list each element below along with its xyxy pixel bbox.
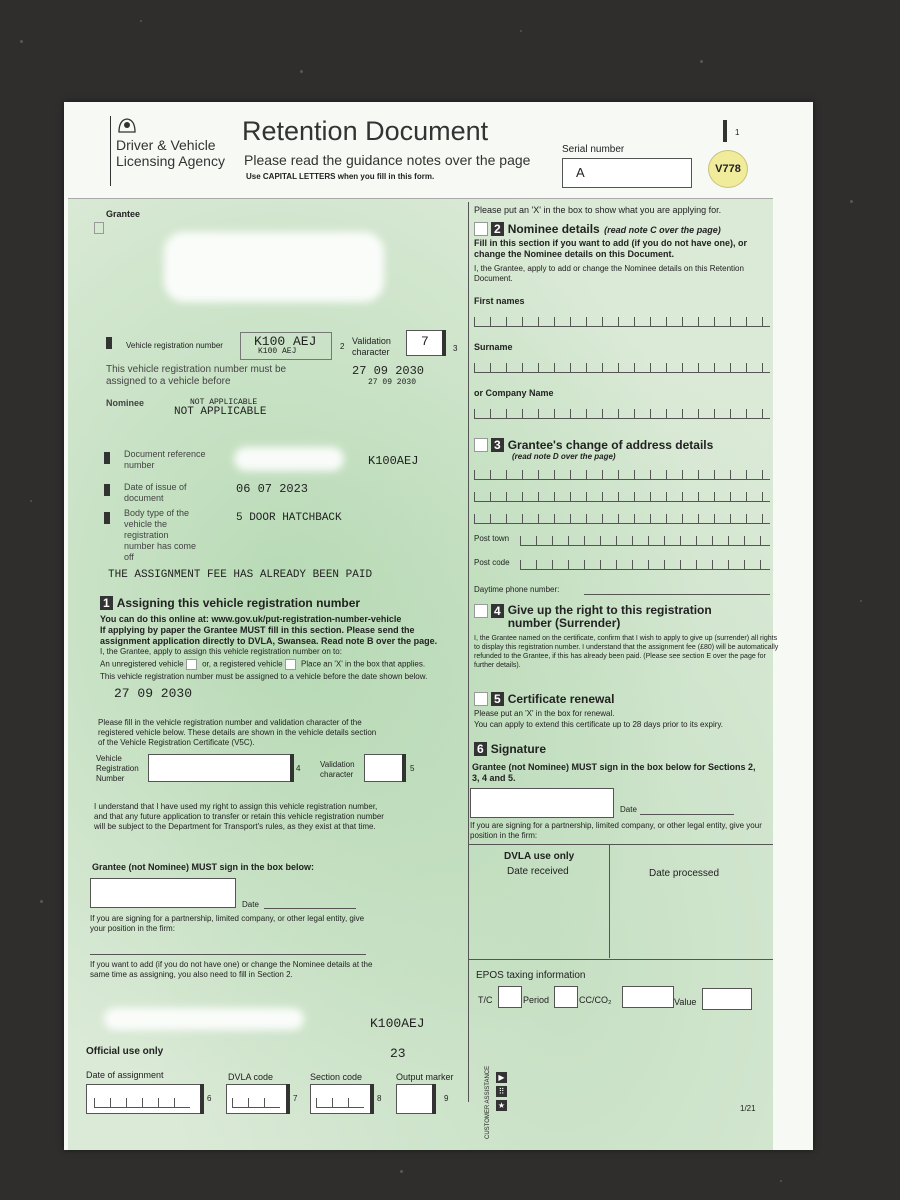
post-town-comb[interactable] (520, 536, 770, 546)
signature-box-left[interactable] (90, 878, 236, 908)
section-5-line-2: You can apply to extend this certificate up to 28 days prior to its expiry. (474, 720, 724, 729)
section-5-header (474, 690, 614, 708)
date-line-right (640, 814, 734, 815)
section-2-title: Nominee details (507, 222, 600, 236)
number-9: 9 (444, 1094, 449, 1103)
section-4-number: 4 (491, 604, 504, 618)
page-subtitle: Please read the guidance notes over the page (244, 152, 531, 168)
issue-date-value: 06 07 2023 (236, 482, 309, 496)
customer-assistance-label: CUSTOMER ASSISTANCE (485, 1065, 491, 1139)
section-5-checkbox[interactable] (474, 692, 488, 706)
date-assign-label: Date of assignment (86, 1070, 164, 1080)
marker-block (104, 512, 110, 524)
sign-title: Grantee (not Nominee) MUST sign in the box below: (92, 862, 315, 872)
section-3-checkbox[interactable] (474, 438, 488, 452)
section-2-note: (read note C over the page) (604, 225, 721, 235)
dvla-code-bar (286, 1084, 290, 1114)
validation-value: 7 (421, 334, 429, 349)
page-number: 1 (735, 128, 740, 137)
section-4-checkbox[interactable] (474, 604, 488, 618)
new-validation-bar (402, 754, 406, 782)
star-icon: ★ (497, 1101, 506, 1110)
nominee-value: NOT APPLICABLE (174, 406, 267, 418)
new-validation-label: Validation character (320, 760, 355, 779)
tc-label: T/C (478, 995, 493, 1005)
apply-instruction: Please put an 'X' in the box to show what you are applying for. (474, 205, 722, 215)
signature-box-right[interactable] (470, 788, 614, 818)
vertical-divider (468, 202, 469, 1102)
grantee-checkbox (94, 222, 104, 234)
address-line-1[interactable] (474, 470, 770, 480)
value-label: Value (674, 997, 697, 1007)
period-field[interactable] (554, 986, 578, 1008)
section-3-title: Grantee's change of address details (507, 438, 714, 452)
output-marker-field[interactable] (396, 1084, 434, 1114)
cc-field[interactable] (622, 986, 674, 1008)
first-names-label: First names (474, 296, 525, 306)
paper-note: If applying by paper the Grantee MUST fill in this section. Please send the assignment application directly to DVLA, Swansea. Read note B over the page. (100, 625, 438, 646)
address-line-3[interactable] (474, 514, 770, 524)
fill-note: Please fill in the vehicle registration number and validation character of the registered vehicle below. These details are shown in the vehicle details section of the Vehicle Registration Certificate (V5C). (98, 718, 377, 747)
header-rule (68, 198, 773, 199)
surname-label: Surname (474, 342, 513, 352)
section-2-number: 2 (491, 222, 504, 236)
marker-block (104, 484, 110, 496)
registered-label: or, a registered vehicle (202, 659, 283, 669)
vrn-value-small: K100 AEJ (258, 347, 297, 356)
expiry-date-small: 27 09 2030 (368, 378, 417, 387)
braille-icon: ⠿ (496, 1086, 507, 1097)
unregistered-checkbox[interactable] (186, 659, 197, 670)
vehicle-type-row (100, 659, 470, 670)
date-label-right: Date (620, 805, 637, 814)
partnership-left: If you are signing for a partnership, limited company, or other legal entity, give your position in the firm: (90, 914, 365, 933)
section-code-bar (370, 1084, 374, 1114)
vrn-label: Vehicle registration number (126, 341, 223, 350)
page-title: Retention Document (242, 116, 489, 146)
marker-block (104, 452, 110, 464)
apply-text: I, the Grantee, apply to assign this vehicle registration number on to: (100, 647, 342, 656)
section-code-label: Section code (310, 1072, 363, 1082)
post-code-label: Post code (474, 558, 510, 567)
validation-bar (442, 330, 446, 356)
body-type-label: Body type of the vehicle the registration number has come off (124, 508, 197, 562)
doc-ref-value: K100AEJ (368, 454, 419, 468)
grantee-label: Grantee (106, 209, 141, 219)
section-5-line-1: Please put an 'X' in the box for renewal. (474, 709, 615, 718)
date-label-left: Date (242, 900, 259, 909)
assign-before-text: This vehicle registration number must be assigned to a vehicle before (106, 364, 287, 387)
nominee-label: Nominee (106, 398, 145, 408)
value-field[interactable] (702, 988, 752, 1010)
surname-comb[interactable] (474, 363, 770, 373)
form-reference: 1/21 (740, 1104, 756, 1113)
agency-rule (110, 116, 111, 186)
section-6-number: 6 (474, 742, 487, 756)
marker-block (106, 337, 112, 349)
crest-icon (116, 116, 138, 136)
dvla-use-divider (609, 844, 610, 958)
agency-name: Driver & Vehicle Licensing Agency (116, 137, 225, 169)
expiry-date: 27 09 2030 (352, 364, 425, 378)
output-marker-bar (432, 1084, 436, 1114)
unregistered-label: An unregistered vehicle (100, 659, 184, 669)
date-assign-comb (94, 1098, 190, 1108)
official-use-label: Official use only (86, 1046, 164, 1057)
serial-number-value: A (576, 165, 585, 180)
post-town-label: Post town (474, 534, 510, 543)
dvla-use-label: DVLA use only (504, 851, 575, 862)
retention-document (64, 102, 813, 1150)
number-7: 7 (293, 1094, 298, 1103)
section-4-title: Give up the right to this registration number (Surrender) (507, 603, 712, 630)
redacted-official-ref (104, 1008, 304, 1030)
dvla-code-label: DVLA code (228, 1072, 274, 1082)
tc-field[interactable] (498, 986, 522, 1008)
date-assign-bar (200, 1084, 204, 1114)
position-line-left (90, 954, 366, 955)
section-6-header (474, 740, 546, 758)
official-ref: K100AEJ (370, 1016, 425, 1031)
number-5: 5 (410, 764, 415, 773)
new-vrn-field[interactable] (148, 754, 292, 782)
form-code-badge: V778 (708, 150, 748, 188)
fee-note: THE ASSIGNMENT FEE HAS ALREADY BEEN PAID (108, 569, 373, 581)
section-4-text: I, the Grantee named on the certificate, confirm that I wish to apply to give up (surrender) all rights to display this registration number. I understand that the assignment fee (£80) will be automatically refunded to the Grantee, if this has already been paid. (Please see section E over the page for further details). (474, 635, 779, 669)
period-label: Period (523, 995, 550, 1005)
section-6-title: Signature (490, 742, 547, 756)
new-validation-field[interactable] (364, 754, 404, 782)
section-2-checkbox[interactable] (474, 222, 488, 236)
number-2: 2 (340, 342, 345, 351)
section-1-number: 1 (100, 596, 113, 610)
redacted-doc-ref (234, 447, 344, 471)
number-4: 4 (296, 764, 301, 773)
section-3-note: (read note D over the page) (512, 452, 616, 461)
place-x-note: Place an 'X' in the box that applies. (301, 659, 426, 669)
nominee-value-small: NOT APPLICABLE (190, 398, 258, 407)
date-line-left (264, 908, 356, 909)
epos-label: EPOS taxing information (476, 970, 586, 981)
body-type-value: 5 DOOR HATCHBACK (236, 512, 342, 524)
serial-label: Serial number (562, 144, 625, 155)
partnership-right: If you are signing for a partnership, limited company, or other legal entity, give your position in the firm: (470, 821, 762, 840)
play-icon: ▶ (496, 1072, 507, 1083)
redacted-grantee-address (164, 232, 384, 302)
cc-label: CC/CO₂ (579, 995, 612, 1005)
section-2-apply-text: I, the Grantee, apply to add or change the Nominee details on this Retention Document. (474, 264, 744, 283)
phone-label: Daytime phone number: (474, 585, 560, 594)
validation-label: Validation character (352, 336, 391, 357)
section-1-title: Assigning this vehicle registration number (116, 596, 361, 610)
registered-checkbox[interactable] (285, 659, 296, 670)
section-2-fill-text: Fill in this section if you want to add (if you do not have one), or change the Nominee details on this Document. (474, 238, 748, 259)
dvla-code-comb (232, 1098, 280, 1108)
section-code-comb (316, 1098, 364, 1108)
online-link[interactable]: You can do this online at: www.gov.uk/put-registration-number-vehicle (100, 614, 402, 624)
section-5-title: Certificate renewal (507, 692, 615, 706)
section-5-number: 5 (491, 692, 504, 706)
serial-bar (723, 120, 727, 142)
section-1-header (100, 594, 360, 612)
date-received-label: Date received (507, 866, 569, 877)
issue-date-label: Date of issue of document (124, 482, 187, 503)
phone-line (584, 594, 770, 595)
section-6-text: Grantee (not Nominee) MUST sign in the box below for Sections 2, 3, 4 and 5. (472, 762, 756, 783)
assign-before-note: This vehicle registration number must be assigned to a vehicle before the date shown below. (100, 672, 428, 681)
number-6: 6 (207, 1094, 212, 1103)
address-line-2[interactable] (474, 492, 770, 502)
understand-text: I understand that I have used my right to assign this vehicle registration number, and that any future application to transfer or retain this vehicle registration number will be subject to the Department for Transport's rules, as they exist at that time. (94, 802, 384, 831)
post-code-comb[interactable] (520, 560, 770, 570)
first-names-comb[interactable] (474, 317, 770, 327)
output-marker-label: Output marker (396, 1072, 454, 1082)
new-vrn-bar (290, 754, 294, 782)
nominee-note: If you want to add (if you do not have one) or change the Nominee details at the same time as assigning, you also need to fill in Section 2. (90, 960, 373, 979)
number-8: 8 (377, 1094, 382, 1103)
date-processed-label: Date processed (649, 868, 720, 879)
number-3: 3 (453, 344, 458, 353)
section-2-header (474, 220, 721, 238)
new-vrn-label: Vehicle Registration Number (96, 754, 139, 783)
section-1-date: 27 09 2030 (114, 686, 193, 701)
company-comb[interactable] (474, 409, 770, 419)
section-4-header (474, 604, 774, 632)
company-label: or Company Name (474, 388, 554, 398)
customer-assistance-icons (496, 1072, 510, 1111)
official-number: 23 (390, 1046, 406, 1061)
caps-note: Use CAPITAL LETTERS when you fill in this form. (246, 172, 435, 181)
vrn-value: K100 AEJ (254, 334, 317, 349)
doc-ref-label: Document reference number (124, 449, 206, 470)
section-3-number: 3 (491, 438, 504, 452)
